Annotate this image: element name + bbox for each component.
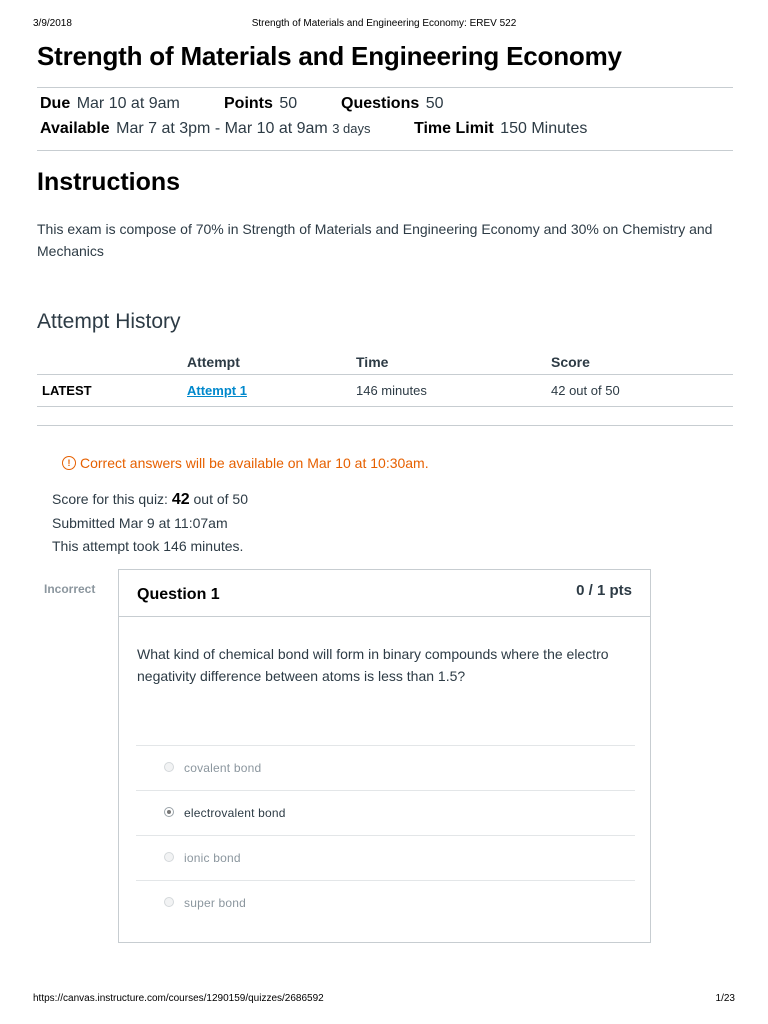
score-summary	[52, 488, 248, 559]
radio-button[interactable]	[164, 897, 174, 907]
questions-info	[341, 95, 443, 113]
attempt-cell	[182, 375, 351, 407]
questions-value: 50	[425, 95, 444, 112]
attempt-duration: This attempt took 146 minutes.	[52, 538, 244, 554]
print-url: https://canvas.instructure.com/courses/1290159/quizzes/2686592	[33, 993, 324, 1004]
info-icon: !	[62, 456, 76, 470]
answer-option[interactable]	[136, 745, 635, 790]
column-header-time: Time	[351, 349, 546, 375]
score-cell: 42 out of 50	[546, 375, 733, 407]
column-header-attempt: Attempt	[182, 349, 351, 375]
questions-label: Questions	[341, 95, 420, 112]
divider	[37, 87, 733, 88]
available-value: Mar 7 at 3pm - Mar 10 at 9am	[116, 120, 328, 137]
time-limit-info	[414, 120, 587, 138]
question-points: 0 / 1 pts	[576, 582, 632, 599]
divider	[37, 425, 733, 426]
answer-label: super bond	[184, 896, 247, 910]
submitted-time: Submitted Mar 9 at 11:07am	[52, 514, 228, 531]
correct-answers-notice	[62, 455, 429, 471]
question-text: What kind of chemical bond will form in binary compounds where the electro negativity difference between atoms is less than 1.5?	[137, 646, 609, 684]
time-cell: 146 minutes	[351, 375, 546, 407]
radio-button[interactable]	[164, 762, 174, 772]
answer-label: ionic bond	[184, 851, 241, 865]
points-info	[224, 95, 297, 113]
time-limit-label: Time Limit	[414, 120, 494, 137]
table-header-row	[37, 349, 733, 375]
answer-option-selected[interactable]	[136, 790, 635, 835]
radio-button-selected[interactable]	[164, 807, 174, 817]
radio-button[interactable]	[164, 852, 174, 862]
page-number: 1/23	[715, 993, 735, 1004]
points-value: 50	[279, 95, 298, 112]
answer-label: covalent bond	[184, 761, 262, 775]
instructions-heading: Instructions	[37, 168, 181, 196]
available-label: Available	[40, 120, 110, 137]
notice-text: Correct answers will be available on Mar 10 at 10:30am.	[80, 455, 429, 471]
quiz-title: Strength of Materials and Engineering Economy	[37, 41, 622, 71]
latest-tag: LATEST	[37, 375, 182, 407]
table-row	[37, 375, 733, 407]
print-date: 3/9/2018	[33, 18, 72, 29]
answer-option[interactable]	[136, 835, 635, 880]
available-info	[40, 120, 371, 138]
due-value: Mar 10 at 9am	[76, 95, 180, 112]
instructions-text: This exam is compose of 70% in Strength of Materials and Engineering Economy and 30% on Chemistry and Mechanics	[37, 221, 713, 259]
print-header	[33, 18, 735, 29]
due-info	[40, 95, 180, 113]
score-line	[52, 488, 248, 512]
column-header-score: Score	[546, 349, 733, 375]
question-card	[118, 569, 651, 943]
print-footer	[33, 993, 735, 1004]
score-prefix: Score for this quiz:	[52, 491, 168, 507]
question-status-badge: Incorrect	[44, 582, 96, 596]
time-limit-value: 150 Minutes	[500, 120, 588, 137]
question-header	[119, 570, 650, 617]
attempt-history-table	[37, 349, 733, 407]
question-name: Question 1	[137, 586, 220, 603]
attempt-1-link[interactable]: Attempt 1	[187, 383, 247, 398]
attempt-history-heading: Attempt History	[37, 310, 181, 333]
print-title: Strength of Materials and Engineering Economy: EREV 522	[251, 18, 517, 29]
answer-label: electrovalent bond	[184, 806, 286, 820]
available-duration: 3 days	[332, 121, 371, 136]
score-value: 42	[171, 491, 190, 508]
answer-option[interactable]	[136, 880, 635, 925]
points-label: Points	[224, 95, 273, 112]
answer-list	[136, 745, 635, 925]
divider	[37, 150, 733, 151]
due-label: Due	[40, 95, 71, 112]
column-header	[37, 349, 182, 375]
score-suffix: out of 50	[193, 491, 249, 507]
